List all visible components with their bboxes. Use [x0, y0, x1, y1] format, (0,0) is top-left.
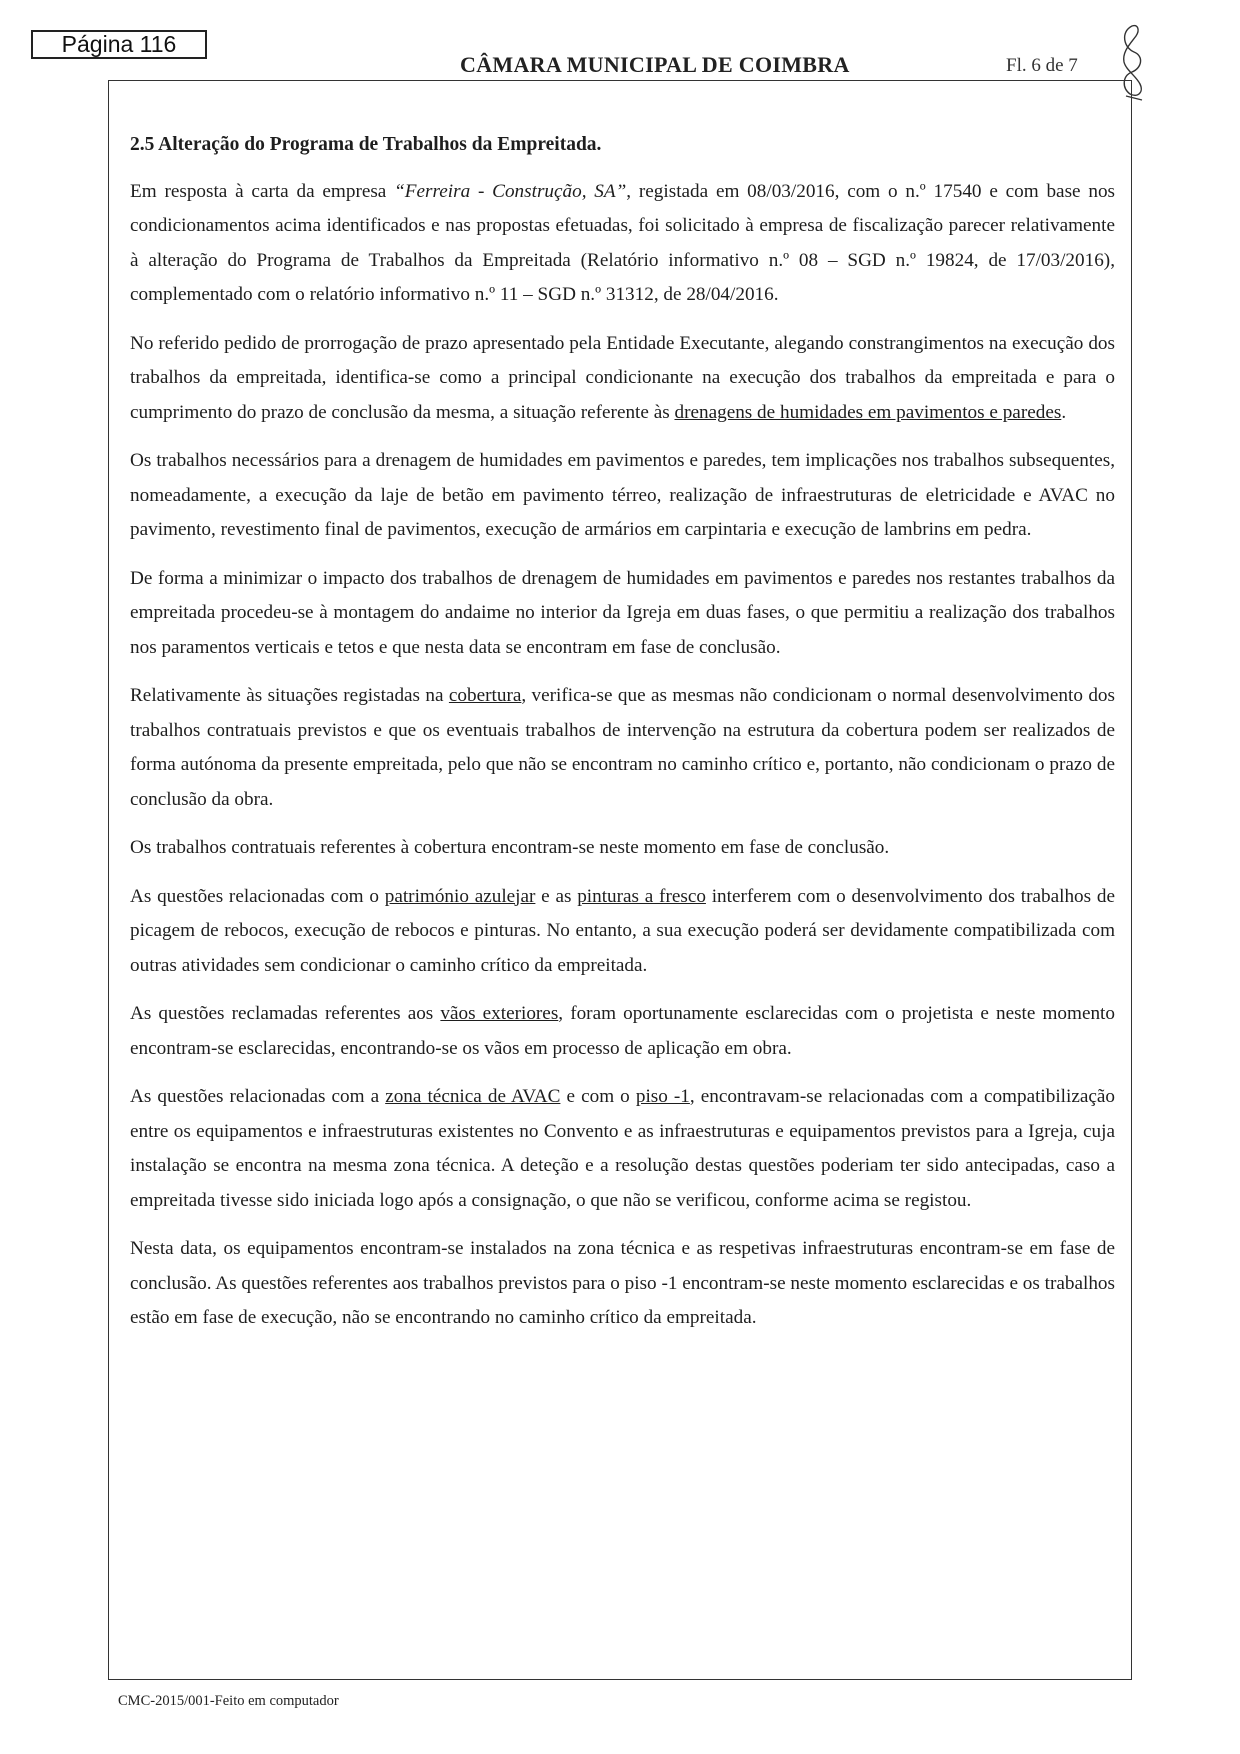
paragraph-8 — [130, 997, 1115, 1066]
paragraph-9 — [130, 1080, 1115, 1218]
paragraph-7 — [130, 880, 1115, 984]
underlined-vaos-exteriores: vãos exteriores — [440, 1003, 559, 1024]
paragraph-4: De forma a minimizar o impacto dos trabalhos de drenagem de humidades em pavimentos e paredes nos restantes trabalhos da empreitada procedeu-se à montagem do andaime no interior da Igreja em duas fases, o que permitiu a realização dos trabalhos nos paramentos verticais e tetos e que nesta data se encontram em fase de conclusão. — [130, 567, 1115, 658]
paragraph-9-text-b: e com o — [560, 1086, 636, 1107]
underlined-zona-tecnica-avac: zona técnica de AVAC — [385, 1086, 561, 1107]
section-heading: 2.5 Alteração do Programa de Trabalhos da Empreitada. — [130, 134, 602, 155]
document-body — [130, 128, 1115, 1350]
paragraph-7-text-a: As questões relacionadas com o — [130, 885, 385, 907]
company-name: “Ferreira - Construção, SA” — [394, 180, 627, 202]
paragraph-3: Os trabalhos necessários para a drenagem de humidades em pavimentos e paredes, tem implicações nos trabalhos subsequentes, nomeadamente, a execução da laje de betão em pavimento térreo, realização de infraestruturas de eletricidade e AVAC no pavimento, revestimento final de pavimentos, execução de armários em carpintaria e execução de lambrins em pedra. — [130, 450, 1115, 540]
paragraph-5 — [130, 679, 1115, 817]
underlined-cobertura: cobertura — [448, 685, 522, 706]
paragraph-1-text-b: , registada em 08/03/2016, com o n.º 17540 e com base nos condicionamentos acima identificados e nas propostas efetuadas, foi solicitado à empresa de fiscalização parecer relativamente à alteração do Programa de Trabalhos da Empreitada (Relatório informativo n.º 08 – SGD n.º 19824, de 17/03/2016), complementado com o relatório informativo n.º 11 – SGD n.º 31312, de 28/04/2016. — [130, 180, 1116, 305]
paragraph-5-text-b: , verifica-se que as mesmas não condicionam o normal desenvolvimento dos trabalhos contratuais previstos e que os eventuais trabalhos de intervenção na estrutura da cobertura podem ser realizados de forma autónoma da presente empreitada, pelo que não se encontram no caminho crítico e, portanto, não condicionam o prazo de conclusão da obra. — [130, 685, 1115, 810]
paragraph-5-text-a: Relativamente às situações registadas na — [130, 685, 449, 706]
paragraph-2 — [130, 327, 1115, 431]
paragraph-9-text-c: , encontravam-se relacionadas com a compatibilização entre os equipamentos e infraestruturas existentes no Convento e as infraestruturas e equipamentos previstos para a Igreja, cuja instalação se encontra na mesma zona técnica. A deteção e a resolução destas questões poderiam ter sido antecipadas, caso a empreitada tivesse sido iniciada logo após a consignação, o que não se verificou, conforme acima se registou. — [130, 1086, 1115, 1211]
header-title: CÂMARA MUNICIPAL DE COIMBRA — [460, 52, 850, 77]
page-number-stamp: Página 116 — [31, 30, 207, 59]
paragraph-2-text-a: No referido pedido de prorrogação de prazo apresentado pela Entidade Executante, alegando constrangimentos na execução dos trabalhos da empreitada, identifica-se como a principal condicionante na execução dos trabalhos da empreitada e para o cumprimento do prazo de conclusão da mesma, a situação referente às — [130, 332, 1115, 423]
footer-code: CMC-2015/001-Feito em computador — [118, 1693, 339, 1709]
paragraph-8-text-b: , foram oportunamente esclarecidas com o projetista e neste momento encontram-se esclarecidas, encontrando-se os vãos em processo de aplicação em obra. — [130, 1003, 1115, 1059]
underlined-patrimonio-azulejar: património azulejar — [384, 885, 536, 907]
paragraph-8-text-a: As questões reclamadas referentes aos — [130, 1003, 441, 1024]
paragraph-9-text-a: As questões relacionadas com a — [130, 1086, 386, 1107]
underlined-pinturas-a-fresco: pinturas a fresco — [577, 885, 706, 907]
paragraph-10: Nesta data, os equipamentos encontram-se instalados na zona técnica e as respetivas infraestruturas encontram-se em fase de conclusão. As questões referentes aos trabalhos previstos para o piso -1 encontram-se neste momento esclarecidas e os trabalhos estão em fase de execução, não se encontrando no caminho crítico da empreitada. — [130, 1238, 1115, 1328]
paragraph-7-text-c: interferem com o desenvolvimento dos trabalhos de picagem de rebocos, execução de rebocos e pinturas. No entanto, a sua execução poderá ser devidamente compatibilizada com outras atividades sem condicionar o caminho crítico da empreitada. — [130, 885, 1115, 976]
paragraph-7-text-b: e as — [535, 885, 578, 907]
underlined-piso-menos-1: piso -1 — [635, 1086, 690, 1107]
paragraph-1 — [130, 175, 1115, 313]
paragraph-1-text-a: Em resposta à carta da empresa — [130, 180, 395, 202]
folio-number: Fl. 6 de 7 — [1006, 55, 1078, 76]
underlined-drenagens: drenagens de humidades em pavimentos e paredes — [674, 401, 1062, 423]
paragraph-6: Os trabalhos contratuais referentes à cobertura encontram-se neste momento em fase de conclusão. — [130, 837, 890, 858]
paragraph-2-text-b: . — [1061, 401, 1067, 423]
